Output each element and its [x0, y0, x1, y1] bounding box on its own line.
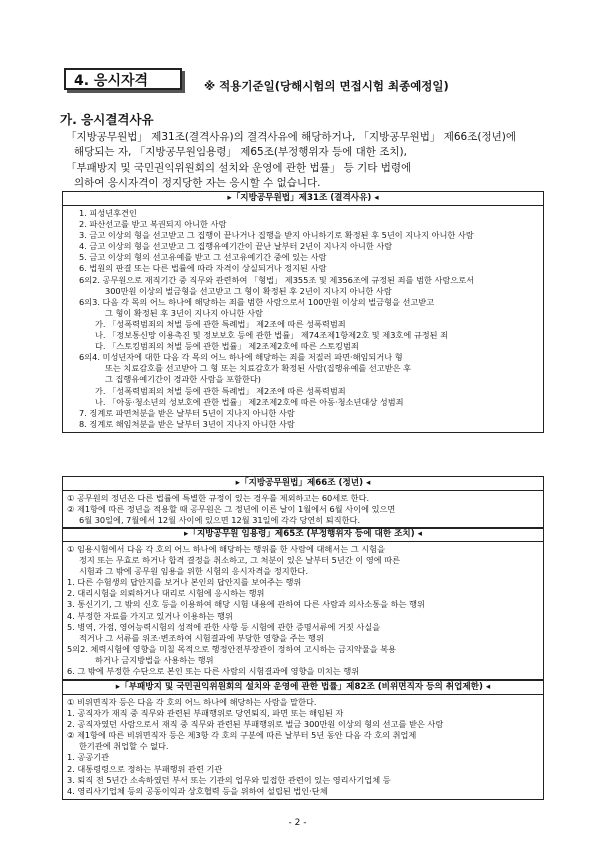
box-item-line: 1. 공공기관: [67, 752, 110, 763]
box-item-line: 6. 법원의 판결 또는 다른 법률에 따라 자격이 상실되거나 정지된 사람: [79, 263, 327, 274]
box-item-line: 시험과 그 밖에 공무원 임용을 위한 시험의 응시자격을 정지한다.: [79, 566, 309, 577]
disqualification-box: [62, 191, 544, 433]
box-item-line: 6. 그 밖에 부정한 수단으로 본인 또는 다른 사람의 시험결과에 영향을 미치는 행위: [67, 666, 360, 677]
box-item-line: 6의4. 미성년자에 대한 다음 각 목의 어느 하나에 해당하는 죄를 저질러 파면·해임되거나 형: [79, 352, 403, 363]
box-body: [63, 491, 543, 528]
box-item-line: 정지 또는 무효로 하거나 합격 결정을 취소하고, 그 처분이 있은 날부터 5년간 이 영에 따른: [79, 555, 401, 566]
box-item-line: 4. 금고 이상의 형을 선고받고 그 집행유예기간이 끝난 날부터 2년이 지나지 아니한 사람: [79, 241, 393, 252]
section-note: ※ 적용기준일(당해시험의 면접시험 최종예정일): [204, 79, 449, 93]
intro-line: 「부패방지 및 국민권익위원회의 설치와 운영에 관한 법률」 등 기타 법령에: [66, 161, 412, 174]
box-item-line: 하거나 금지방법을 사용하는 행위: [95, 654, 214, 665]
box-body: [63, 695, 543, 799]
box-item-line: 1. 공직자가 재직 중 직무와 관련된 부패행위로 당연퇴직, 파면 또는 해임된 자: [67, 708, 344, 719]
box-item-line: 300만원 이상의 벌금형을 선고받고 그 형이 확정된 후 2년이 지나지 아니한 사람: [105, 285, 392, 296]
box-item-line: 그 집행유예기간이 경과한 사람을 포함한다): [105, 374, 261, 385]
intro-line: 해당되는 자, 「지방공무원임용령」 제65조(부정행위자 등에 대한 조치),: [74, 146, 407, 159]
box-item-line: 2. 대리시험을 의뢰하거나 대리로 시험에 응시하는 행위: [67, 588, 265, 599]
box-item-line: 가. 「성폭력범죄의 처벌 등에 관한 특례법」 제2조에 따른 성폭력범죄: [95, 318, 346, 329]
box-item-line: 3. 금고 이상의 형을 선고받고 그 집행이 끝나거나 집행을 받지 아니하기로 확정된 후 5년이 지나지 아니한 사람: [79, 230, 474, 241]
box-body: [63, 542, 543, 679]
box-item-line: ② 제1항에 따른 비위면직자 등은 제3항 각 호의 구분에 따른 날부터 5년 동안 다음 각 호의 취업제: [67, 730, 417, 741]
box-item-line: 나. 「아동·청소년의 성보호에 관한 법률」 제2조제2호에 따른 아동·청소년대상 성범죄: [95, 396, 404, 407]
misconduct-measures-box: [62, 527, 544, 680]
box-item-line: 3. 퇴직 전 5년간 소속하였던 부서 또는 기관의 업무와 밀접한 관련이 있는 영리사기업체 등: [67, 774, 391, 785]
intro-line: 「지방공무원법」 제31조(결격사유)의 결격사유에 해당하거나, 「지방공무원법」 제66조(정년)에: [66, 131, 516, 143]
box-title: ▸「부패방지 및 국민권익위원회의 설치와 운영에 관한 법률」제82조 (비위면직자 등의 취업제한) ◂: [63, 681, 543, 695]
box-item-line: 적거나 그 서류를 위조·변조하여 시험결과에 부당한 영향을 주는 행위: [79, 632, 324, 643]
box-body: [63, 206, 543, 432]
section-heading: 4. 응시자격: [64, 68, 182, 90]
box-item-line: 6의3. 다음 각 목의 어느 하나에 해당하는 죄를 범한 사람으로서 100만원 이상의 벌금형을 선고받고: [79, 296, 435, 307]
box-title: ▸「지방공무원법」제66조 (정년) ◂: [63, 477, 543, 491]
box-title: ▸「지방공무원법」제31조 (결격사유) ◂: [63, 192, 543, 206]
box-item-line: 8. 징계로 해임처분을 받은 날부터 3년이 지나지 아니한 사람: [79, 418, 295, 429]
box-item-line: 한기관에 취업할 수 없다.: [79, 741, 169, 752]
box-item-line: 2. 대통령령으로 정하는 부패행위 관련 기관: [67, 763, 223, 774]
intro-line: 의하여 응시자격이 정지당한 자는 응시할 수 없습니다.: [74, 176, 321, 189]
intro-paragraph: [66, 130, 546, 191]
employment-restriction-box: [62, 680, 544, 800]
box-item-line: 6의2. 공무원으로 재직기간 중 직무와 관련하여 「형법」 제355조 및 제356조에 규정된 죄를 범한 사람으로서: [79, 274, 475, 285]
box-item-line: 1. 피성년후견인: [79, 208, 137, 218]
box-item-line: 7. 징계로 파면처분을 받은 날부터 5년이 지나지 아니한 사람: [79, 407, 295, 418]
box-item-line: 또는 치료감호를 선고받아 그 형 또는 치료감호가 확정된 사람(집행유예를 선고받은 후: [105, 363, 412, 374]
page-number: - 2 -: [288, 818, 307, 828]
box-item-line: 2. 파산선고를 받고 복권되지 아니한 사람: [79, 219, 227, 230]
box-title: ▸「지방공무원 임용령」제65조 (부정행위자 등에 대한 조치) ◂: [63, 528, 543, 542]
box-item-line: 5. 병역, 가점, 영어능력시험의 성적에 관한 사항 등 시험에 관한 증명서류에 거짓 사실을: [67, 621, 381, 632]
box-item-line: ① 공무원의 정년은 다른 법률에 특별한 규정이 있는 경우를 제외하고는 60세로 한다.: [67, 493, 370, 503]
box-item-line: ① 비위면직자 등은 다음 각 호의 어느 하나에 해당하는 사람을 말한다.: [67, 697, 317, 707]
box-item-line: 2. 공직자였던 사람으로서 재직 중 직무와 관련된 부패행위로 벌금 300만원 이상의 형의 선고를 받은 사람: [67, 719, 444, 730]
box-item-line: 5의2. 체력시험에 영향을 미칠 목적으로 행정안전부장관이 정하여 고시하는 금지약물을 복용: [67, 643, 397, 654]
subsection-title: 가. 응시결격사유: [60, 112, 154, 127]
box-item-line: 그 형이 확정된 후 3년이 지나지 아니한 사람: [105, 307, 263, 318]
box-item-line: 다. 「스토킹범죄의 처벌 등에 관한 법률」 제2조제2호에 따른 스토킹범죄: [95, 341, 359, 352]
box-item-line: 나. 「정보통신망 이용촉진 및 정보보호 등에 관한 법률」 제74조제1항제2호 및 제3호에 규정된 죄: [95, 330, 449, 341]
box-item-line: ② 제1항에 따른 정년을 적용할 때 공무원은 그 정년에 이른 날이 1월에서 6월 사이에 있으면: [67, 504, 396, 515]
box-item-line: 4. 부정한 자료를 가지고 있거나 이용하는 행위: [67, 610, 233, 621]
box-item-line: 4. 영리사기업체 등의 공동이익과 상호협력 등을 위하여 설립된 법인·단체: [67, 785, 328, 796]
box-item-line: 6월 30일에, 7월에서 12월 사이에 있으면 12월 31일에 각각 당연히 퇴직한다.: [79, 515, 361, 526]
box-item-line: 가. 「성폭력범죄의 처벌 등에 관한 특례법」 제2조에 따른 성폭력범죄: [95, 385, 346, 396]
retirement-age-box: [62, 476, 544, 529]
box-item-line: 5. 금고 이상의 형의 선고유예를 받고 그 선고유예기간 중에 있는 사람: [79, 252, 327, 263]
box-item-line: ① 임용시험에서 다음 각 호의 어느 하나에 해당하는 행위를 한 사람에 대해서는 그 시험을: [67, 544, 385, 554]
box-item-line: 3. 통신기기, 그 밖의 신호 등을 이용하여 해당 시험 내용에 관하여 다른 사람과 의사소통을 하는 행위: [67, 599, 425, 610]
box-item-line: 1. 다른 수험생의 답안지를 보거나 본인의 답안지를 보여주는 행위: [67, 577, 302, 588]
